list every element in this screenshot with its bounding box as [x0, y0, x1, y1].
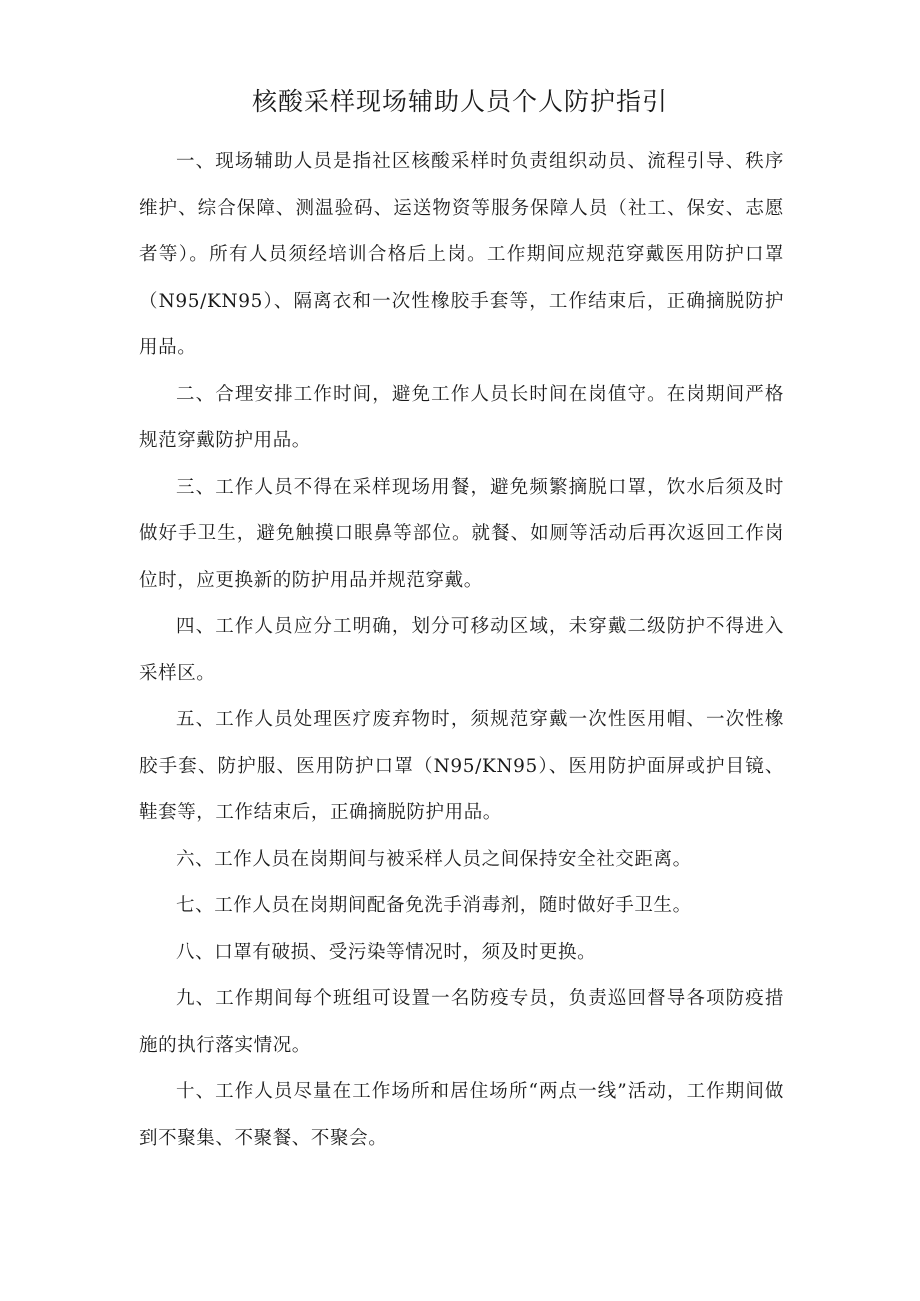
paragraph-9: 九、工作期间每个班组可设置一名防疫专员，负责巡回督导各项防疫措施的执行落实情况。	[139, 988, 784, 1056]
document-body	[139, 139, 784, 1162]
paragraph-6: 六、工作人员在岗期间与被采样人员之间保持安全社交距离。	[176, 848, 692, 870]
paragraph-1: 一、现场辅助人员是指社区核酸采样时负责组织动员、流程引导、秩序维护、综合保障、测温验码、运送物资等服务保障人员（社工、保安、志愿者等）。所有人员须经培训合格后上岗。工作期间应规范穿戴医用防护口罩（N95/KN95）、隔离衣和一次性橡胶手套等，工作结束后，正确摘脱防护用品。	[139, 151, 784, 358]
paragraph-2: 二、合理安排工作时间，避免工作人员长时间在岗值守。在岗期间严格规范穿戴防护用品。	[139, 383, 784, 451]
paragraph-3: 三、工作人员不得在采样现场用餐，避免频繁摘脱口罩，饮水后须及时做好手卫生，避免触摸口眼鼻等部位。就餐、如厕等活动后再次返回工作岗位时，应更换新的防护用品并规范穿戴。	[139, 476, 784, 591]
paragraph-7: 七、工作人员在岗期间配备免洗手消毒剂，随时做好手卫生。	[176, 895, 692, 916]
paragraph-5: 五、工作人员处理医疗废弃物时，须规范穿戴一次性医用帽、一次性橡胶手套、防护服、医用防护口罩（N95/KN95）、医用防护面屏或护目镜、鞋套等，工作结束后，正确摘脱防护用品。	[139, 709, 784, 823]
paragraph-10: 十、工作人员尽量在工作场所和居住场所“两点一线”活动，工作期间做到不聚集、不聚餐、不聚会。	[139, 1081, 784, 1149]
paragraph-4: 四、工作人员应分工明确，划分可移动区域，未穿戴二级防护不得进入采样区。	[139, 616, 784, 684]
paragraph-8: 八、口罩有破损、受污染等情况时，须及时更换。	[176, 941, 597, 963]
document-title: 核酸采样现场辅助人员个人防护指引	[251, 87, 668, 116]
